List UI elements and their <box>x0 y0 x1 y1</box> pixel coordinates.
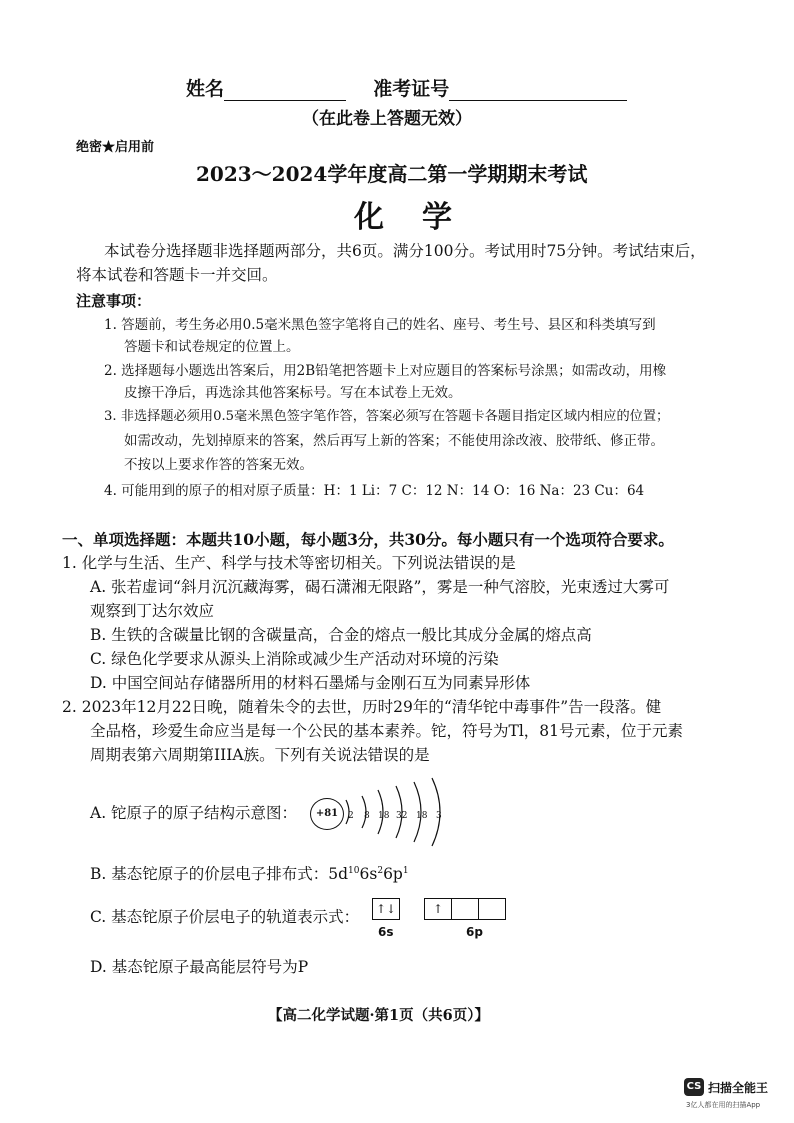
secret-mark: 绝密★启用前 <box>76 140 155 155</box>
note-item: 答题卡和试卷规定的位置上。 <box>124 339 300 355</box>
note-item: 皮擦干净后，再选涂其他答案标号。写在本试卷上无效。 <box>124 385 462 401</box>
exam-title: 2023～2024学年度高二第一学期期末考试 <box>196 162 588 186</box>
q1-option-b: B. 生铁的含碳量比钢的含碳量高，合金的熔点一般比其成分金属的熔点高 <box>90 626 592 644</box>
formula-sup: 2 <box>377 866 384 876</box>
formula-6s: 6s <box>359 865 378 884</box>
orbital-box <box>479 898 506 920</box>
scanner-name: 扫描全能王 <box>708 1081 769 1095</box>
label-6p: 6p <box>466 925 483 939</box>
q2-option-c: C. 基态铊原子价层电子的轨道表示式： <box>90 908 360 926</box>
note-item: 如需改动，先划掉原来的答案，然后再写上新的答案；不能使用涂改液、胶带纸、修正带。 <box>124 433 664 449</box>
q1-option-a-cont: 观察到丁达尔效应 <box>90 602 215 620</box>
page-footer: 【高二化学试题·第1页（共6页）】 <box>268 1007 489 1024</box>
shell-label: 8 <box>364 811 370 821</box>
shell-label: 32 <box>396 811 408 821</box>
q1-option-a: A. 张若虚词“斜月沉沉藏海雾，碣石潇湘无限路”，雾是一种气溶胶，光束透过大雾可 <box>90 578 670 596</box>
shell-label: 18 <box>416 811 428 821</box>
q1-option-c: C. 绿色化学要求从源头上消除或减少生产活动对环境的污染 <box>90 650 499 668</box>
scanner-tagline: 3亿人都在用的扫描App <box>686 1101 761 1109</box>
note-item: 4. 可能用到的原子的相对原子质量：H：1 Li：7 C：12 N：14 O：16 Na：23 Cu：64 <box>104 483 645 499</box>
nucleus: +81 <box>310 798 344 830</box>
orbital-box <box>452 898 479 920</box>
q2-option-b-prefix: B. 基态铊原子的价层电子排布式： <box>90 865 329 884</box>
q2-stem-3: 周期表第六周期第IIIA族。下列有关说法错误的是 <box>90 746 430 764</box>
name-field <box>186 74 627 101</box>
name-label: 姓名 <box>186 78 225 100</box>
q2-option-d: D. 基态铊原子最高能层符号为P <box>90 958 309 976</box>
id-blank <box>449 80 627 101</box>
shell-label: 3 <box>436 811 442 821</box>
notes-heading: 注意事项： <box>76 292 152 310</box>
electron-shells-icon <box>340 774 450 850</box>
q1-stem: 1. 化学与生活、生产、科学与技术等密切相关。下列说法错误的是 <box>62 554 516 572</box>
orbital-box: ↑↓ <box>372 898 400 920</box>
subject-title: 化 学 <box>354 200 456 235</box>
invalid-note: （在此卷上答题无效） <box>302 109 472 129</box>
q2-option-a: A. 铊原子的原子结构示意图： <box>90 804 298 822</box>
q2-stem-1: 2. 2023年12月22日晚，随着朱令的去世，历时29年的“清华铊中毒事件”告一段落。健 <box>62 698 662 716</box>
shell-label: 2 <box>348 811 354 821</box>
id-label: 准考证号 <box>373 78 450 100</box>
note-item: 不按以上要求作答的答案无效。 <box>124 457 313 473</box>
note-item: 1. 答题前，考生务必用0.5毫米黑色签字笔将自己的姓名、座号、考生号、县区和科类填写到 <box>104 317 656 333</box>
scanner-logo-icon: CS <box>684 1078 704 1096</box>
label-6s: 6s <box>378 925 394 939</box>
intro-line-2: 将本试卷和答题卡一并交回。 <box>76 266 278 284</box>
shell-label: 18 <box>378 811 390 821</box>
orbital-6s <box>372 898 400 920</box>
q1-option-d: D. 中国空间站存储器所用的材料石墨烯与金刚石互为同素异形体 <box>90 674 531 692</box>
q2-stem-2: 全品格，珍爱生命应当是每一个公民的基本素养。铊，符号为Tl，81号元素，位于元素 <box>90 722 684 740</box>
formula-5d: 5d <box>328 865 349 884</box>
orbital-box: ↑ <box>424 898 452 920</box>
name-blank <box>224 80 346 101</box>
note-item: 2. 选择题每小题选出答案后，用2B铅笔把答题卡上对应题目的答案标号涂黑；如需改动，用橡 <box>104 363 667 379</box>
intro-line-1: 本试卷分选择题非选择题两部分，共6页。满分100分。考试用时75分钟。考试结束后， <box>104 242 706 260</box>
q2-option-b <box>90 860 409 885</box>
section-title: 一、单项选择题：本题共10小题，每小题3分，共30分。每小题只有一个选项符合要求。 <box>62 530 674 549</box>
orbital-6p <box>424 898 506 920</box>
formula-sup: 10 <box>348 866 360 876</box>
formula-6p: 6p <box>383 865 403 884</box>
note-item: 3. 非选择题必须用0.5毫米黑色签字笔作答，答案必须写在答题卡各题目指定区域内相应的位置； <box>104 409 670 424</box>
formula-sup: 1 <box>402 866 409 876</box>
